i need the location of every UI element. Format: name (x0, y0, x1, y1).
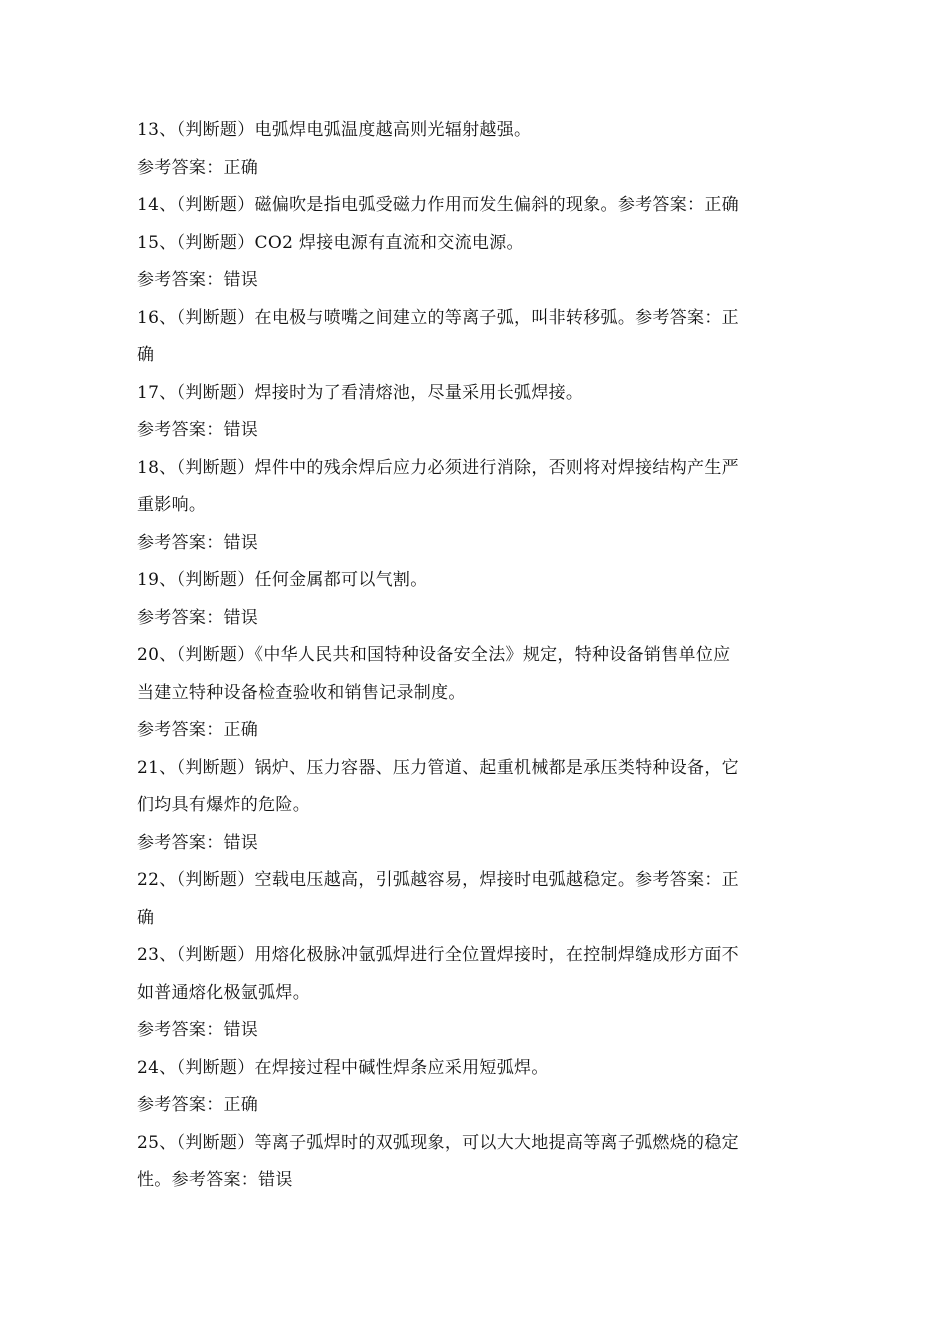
q24-answer: 参考答案：正确 (137, 1095, 259, 1115)
q25-text-continued: 性。参考答案：错误 (137, 1170, 293, 1190)
q20-text-continued: 当建立特种设备检查验收和销售记录制度。 (137, 682, 466, 703)
q18-text-continued: 重影响。 (137, 495, 207, 515)
q19-answer: 参考答案：错误 (137, 607, 259, 628)
q13-text: 13、（判断题）电弧焊电弧温度越高则光辐射越强。 (137, 120, 532, 140)
q25-text: 25、（判断题）等离子弧焊时的双弧现象，可以大大地提高等离子弧燃烧的稳定 (137, 1132, 739, 1153)
q14-text: 14、（判断题）磁偏吹是指电弧受磁力作用而发生偏斜的现象。参考答案：正确 (137, 195, 739, 215)
q17-answer: 参考答案：错误 (137, 420, 259, 440)
q19-text: 19、（判断题）任何金属都可以气割。 (137, 570, 428, 590)
q23-text: 23、（判断题）用熔化极脉冲氩弧焊进行全位置焊接时，在控制焊缝成形方面不 (137, 945, 739, 965)
q23-answer: 参考答案：错误 (137, 1020, 259, 1040)
q23-text-continued: 如普通熔化极氩弧焊。 (137, 982, 310, 1003)
q22-text: 22、（判断题）空载电压越高，引弧越容易，焊接时电弧越稳定。参考答案：正 (137, 870, 739, 890)
q22-text-continued: 确 (137, 907, 155, 928)
q16-text: 16、（判断题）在电极与喷嘴之间建立的等离子弧，叫非转移弧。参考答案：正 (137, 307, 739, 328)
q21-text: 21、（判断题）锅炉、压力容器、压力管道、起重机械都是承压类特种设备，它 (137, 757, 739, 778)
q20-text: 20、（判断题）《中华人民共和国特种设备安全法》规定，特种设备销售单位应 (137, 645, 731, 665)
q21-answer: 参考答案：错误 (137, 832, 259, 853)
q18-answer: 参考答案：错误 (137, 532, 259, 553)
q17-text: 17、（判断题）焊接时为了看清熔池，尽量采用长弧焊接。 (137, 382, 584, 403)
q15-answer: 参考答案：错误 (137, 270, 259, 290)
document-page (137, 112, 813, 1200)
q20-answer: 参考答案：正确 (137, 720, 259, 740)
q16-text-continued: 确 (137, 345, 155, 365)
q24-text: 24、（判断题）在焊接过程中碱性焊条应采用短弧焊。 (137, 1057, 549, 1078)
q18-text: 18、（判断题）焊件中的残余焊后应力必须进行消除，否则将对焊接结构产生严 (137, 457, 739, 478)
q13-answer: 参考答案：正确 (137, 157, 259, 178)
q21-text-continued: 们均具有爆炸的危险。 (137, 795, 310, 815)
q15-text: 15、（判断题）CO2 焊接电源有直流和交流电源。 (137, 232, 524, 253)
